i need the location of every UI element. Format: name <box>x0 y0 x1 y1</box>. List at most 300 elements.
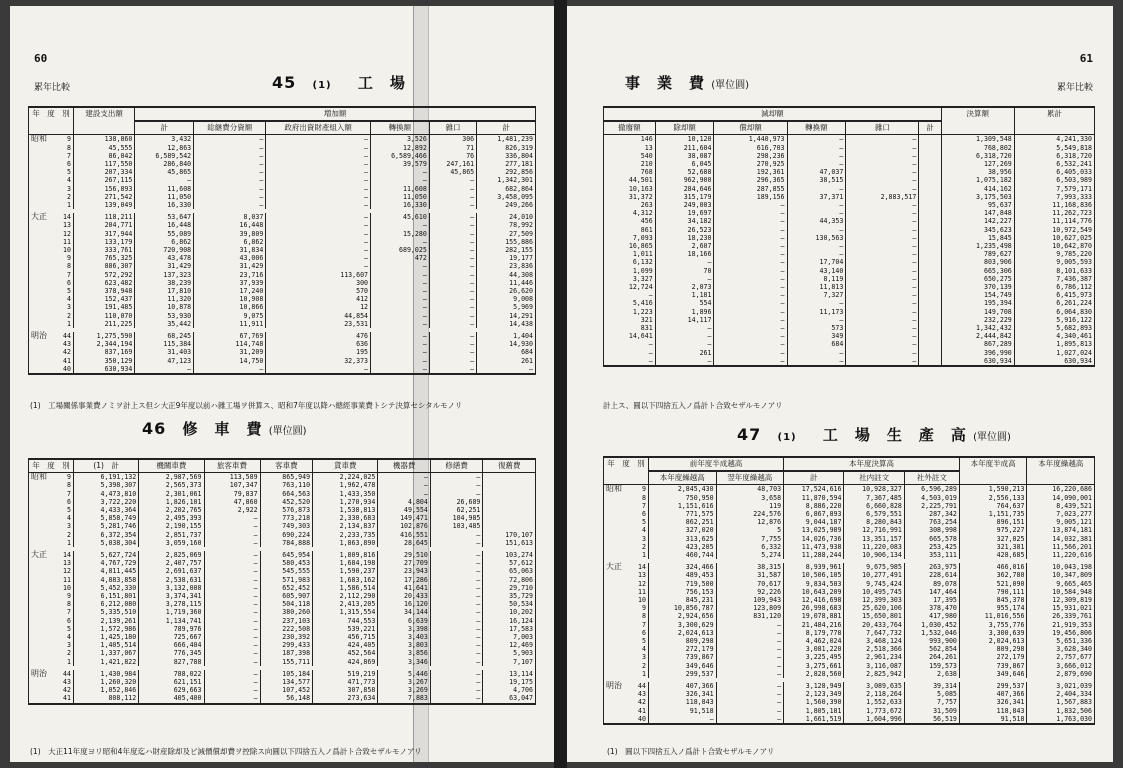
value-cell: 6,332 <box>716 543 784 551</box>
table-row <box>29 279 536 287</box>
year-cell: 7 <box>67 151 71 160</box>
value-cell: — <box>716 662 784 670</box>
value-cell: 665,306 <box>941 267 1014 275</box>
table-row <box>604 193 1095 201</box>
value-cell <box>919 349 941 357</box>
value-cell: 47,123 <box>135 357 194 365</box>
value-cell: 4,462,024 <box>784 637 844 645</box>
value-cell: 317,944 <box>74 230 135 238</box>
value-cell: — <box>846 357 919 366</box>
value-cell: 14,438 <box>477 320 536 328</box>
value-cell <box>483 522 536 530</box>
table-row <box>604 551 1095 559</box>
value-cell: 249,266 <box>477 201 536 209</box>
value-cell: — <box>371 279 430 287</box>
value-cell: 407,366 <box>959 690 1027 698</box>
value-cell <box>919 316 941 324</box>
value-cell: 38,087 <box>655 152 714 160</box>
value-cell: 3,300,629 <box>649 621 717 629</box>
value-cell: 15,845 <box>941 234 1014 242</box>
table-row <box>604 580 1095 588</box>
value-cell <box>919 144 941 152</box>
table-row <box>29 686 536 694</box>
value-cell: 1,027,024 <box>1014 349 1094 357</box>
value-cell: — <box>787 357 846 366</box>
year-cell: 4 <box>67 514 71 523</box>
column-group-header: 本年度繰越高 <box>1027 457 1095 485</box>
value-cell: 336,804 <box>477 152 536 160</box>
value-cell: 16,865 <box>604 242 656 250</box>
value-cell: 417,980 <box>904 612 959 620</box>
table-row <box>604 242 1095 250</box>
value-cell: 809,298 <box>959 645 1027 653</box>
year-cell: 9 <box>67 592 71 601</box>
table-row <box>29 481 536 489</box>
table-row <box>29 348 536 356</box>
value-cell: 428,685 <box>959 551 1027 559</box>
year-cell: 3 <box>67 522 71 531</box>
column-header: 旅客車費 <box>204 459 260 473</box>
table-head <box>604 457 1095 485</box>
value-cell: 10,643,209 <box>784 588 844 596</box>
value-cell: — <box>604 349 656 357</box>
value-cell: 152,437 <box>74 295 135 303</box>
table-row <box>604 612 1095 620</box>
value-cell: 5,916,122 <box>1014 316 1094 324</box>
value-cell: 103,485 <box>430 522 483 530</box>
value-cell: 56,148 <box>260 694 313 703</box>
value-cell: 10,642,870 <box>1014 242 1094 250</box>
era-cell <box>29 617 56 625</box>
value-cell: 750,950 <box>649 494 717 502</box>
value-cell: 6,639 <box>378 617 431 625</box>
table-row <box>29 340 536 348</box>
value-cell: 1,895,813 <box>1014 340 1094 348</box>
value-cell: 1,538,813 <box>313 506 378 514</box>
value-cell: 1,863,890 <box>313 539 378 547</box>
value-cell: 17,583 <box>483 625 536 633</box>
year-cell: 6 <box>67 278 71 287</box>
table-row <box>604 707 1095 715</box>
running-header: 累年比較 <box>1056 83 1093 93</box>
value-cell: 3,081,220 <box>784 645 844 653</box>
value-cell: 1,235,498 <box>941 242 1014 250</box>
value-cell: 3,856 <box>378 649 431 657</box>
value-cell: — <box>204 592 260 600</box>
era-cell <box>29 246 56 254</box>
value-cell: 123,809 <box>716 604 784 612</box>
value-cell: 11,320 <box>135 295 194 303</box>
value-cell: 476 <box>266 332 371 340</box>
value-cell: 72,806 <box>483 576 536 584</box>
value-cell: — <box>429 287 476 295</box>
value-cell: 6,596,289 <box>904 485 959 494</box>
era-cell: 大正 <box>604 563 631 571</box>
value-cell: 14,291 <box>477 312 536 320</box>
value-cell: 45,610 <box>371 213 430 221</box>
value-cell: 456 <box>604 217 656 225</box>
value-cell: 1,683,162 <box>313 576 378 584</box>
table-row <box>29 633 536 641</box>
value-cell: — <box>846 217 919 225</box>
year-cell: 41 <box>63 694 71 703</box>
value-cell: 44,501 <box>604 176 656 184</box>
value-cell: 6,405,033 <box>1014 168 1094 176</box>
value-cell <box>919 357 941 366</box>
value-cell: 4,811,445 <box>74 567 139 575</box>
value-cell: — <box>194 168 266 176</box>
value-cell: — <box>846 349 919 357</box>
table-row <box>29 584 536 592</box>
value-cell: 170,107 <box>483 531 536 539</box>
value-cell: 12,469 <box>483 641 536 649</box>
value-cell: 12,724 <box>604 283 656 291</box>
value-cell: — <box>371 332 430 340</box>
value-cell: 119 <box>716 502 784 510</box>
value-cell: — <box>430 490 483 498</box>
table-row <box>29 332 536 340</box>
table-row <box>604 340 1095 348</box>
column-header: 償却額 <box>714 121 787 135</box>
value-cell: 149,471 <box>378 514 431 522</box>
value-cell: 43,140 <box>787 267 846 275</box>
value-cell: — <box>429 262 476 270</box>
value-cell: — <box>194 176 266 184</box>
column-group-header: 増加額 <box>135 107 536 121</box>
year-cell: 10 <box>638 596 646 605</box>
era-cell <box>604 690 631 698</box>
value-cell: 831,120 <box>716 612 784 620</box>
value-cell: — <box>204 522 260 530</box>
value-cell: 605,907 <box>260 592 313 600</box>
year-cell: 43 <box>63 340 71 349</box>
column-header: 本年度繰越高 <box>649 471 717 485</box>
value-cell: 12,309,819 <box>1027 596 1095 604</box>
value-cell: 57,612 <box>483 559 536 567</box>
value-cell: 8,439,521 <box>1027 502 1095 510</box>
value-cell: — <box>714 308 787 316</box>
table-body <box>29 135 536 374</box>
table-body <box>604 485 1095 724</box>
value-cell <box>919 160 941 168</box>
value-cell: 630,934 <box>941 357 1014 366</box>
table-45-cont-note: 計上ス、圓以下四捨五入ノ爲計ト合致セザルモノアリ <box>603 401 783 410</box>
value-cell: 1,532,046 <box>904 629 959 637</box>
value-cell: 39,809 <box>194 230 266 238</box>
value-cell: 9,665,465 <box>1027 580 1095 588</box>
value-cell: 211,225 <box>74 320 135 328</box>
year-cell: 14 <box>63 213 71 222</box>
value-cell: 95,637 <box>941 201 1014 209</box>
value-cell: 3,432 <box>135 135 194 144</box>
value-cell: 79,837 <box>204 490 260 498</box>
value-cell: 749,303 <box>260 522 313 530</box>
year-cell: 9 <box>67 473 71 482</box>
era-cell <box>29 279 56 287</box>
value-cell: 2,961,234 <box>844 653 904 661</box>
era-cell <box>604 551 631 559</box>
value-cell: — <box>204 600 260 608</box>
year-cell: 44 <box>638 682 646 691</box>
value-cell: — <box>714 250 787 258</box>
era-cell <box>29 365 56 374</box>
value-cell: — <box>846 168 919 176</box>
era-cell <box>29 625 56 633</box>
value-cell: 7,993,333 <box>1014 193 1094 201</box>
value-cell: — <box>135 176 194 184</box>
table-footnote-mark: (1) <box>777 432 797 443</box>
table-row <box>29 559 536 567</box>
value-cell: — <box>194 135 266 144</box>
value-cell: — <box>266 135 371 144</box>
value-cell <box>919 168 941 176</box>
value-cell: 1,805,181 <box>784 707 844 715</box>
value-cell: — <box>266 176 371 184</box>
era-cell <box>604 571 631 579</box>
era-cell <box>29 584 56 592</box>
value-cell: — <box>371 271 430 279</box>
value-cell: 14,090,001 <box>1027 494 1095 502</box>
value-cell: — <box>371 221 430 229</box>
table-body <box>604 135 1095 366</box>
value-cell: — <box>787 349 846 357</box>
value-cell: 92,226 <box>716 588 784 596</box>
value-cell: 14,930 <box>477 340 536 348</box>
value-cell: 4,804 <box>378 498 431 506</box>
value-cell: — <box>714 201 787 209</box>
value-cell: 2,190,155 <box>139 522 204 530</box>
value-cell: — <box>266 152 371 160</box>
value-cell: — <box>430 576 483 584</box>
year-cell: 6 <box>67 497 71 506</box>
value-cell: 3,021,039 <box>1027 682 1095 690</box>
value-cell: 187,398 <box>260 649 313 657</box>
era-cell <box>29 238 56 246</box>
value-cell: 4,767,729 <box>74 559 139 567</box>
value-cell: 1,719,360 <box>139 608 204 616</box>
value-cell: — <box>430 584 483 592</box>
value-cell: 282,155 <box>477 246 536 254</box>
value-cell: 539,221 <box>313 625 378 633</box>
value-cell: 151,613 <box>483 539 536 547</box>
value-cell: 7,107 <box>483 658 536 666</box>
year-cell: 7 <box>67 270 71 279</box>
value-cell: — <box>714 291 787 299</box>
value-cell: 865,949 <box>260 473 313 482</box>
value-cell: 86,042 <box>74 152 135 160</box>
value-cell: — <box>846 275 919 283</box>
value-cell: 1,586,514 <box>313 584 378 592</box>
value-cell: 630,934 <box>1014 357 1094 366</box>
value-cell: 6,064,830 <box>1014 308 1094 316</box>
value-cell: 296,365 <box>714 176 787 184</box>
value-cell: — <box>716 682 784 690</box>
value-cell: 10,120 <box>655 135 714 144</box>
value-cell: 14,641 <box>604 332 656 340</box>
value-cell <box>483 514 536 522</box>
year-cell: 12 <box>638 579 646 588</box>
value-cell: — <box>429 348 476 356</box>
value-cell: 6,786,112 <box>1014 283 1094 291</box>
value-cell: 545,555 <box>260 567 313 575</box>
value-cell: — <box>204 539 260 547</box>
value-cell: 11,173 <box>787 308 846 316</box>
value-cell: 763,110 <box>260 481 313 489</box>
value-cell: 3,755,776 <box>959 621 1027 629</box>
value-cell: 1,030,452 <box>904 621 959 629</box>
value-cell: — <box>204 608 260 616</box>
value-cell: 39,314 <box>904 682 959 690</box>
value-cell: 156,893 <box>74 185 135 193</box>
value-cell: 264,261 <box>904 653 959 661</box>
value-cell: 19,456,806 <box>1027 629 1095 637</box>
value-cell: 292,856 <box>477 168 536 176</box>
value-cell: 37,939 <box>194 279 266 287</box>
year-cell: 2 <box>642 661 646 670</box>
value-cell: 15,280 <box>371 230 430 238</box>
value-cell: — <box>714 234 787 242</box>
value-cell: 333,761 <box>74 246 135 254</box>
value-cell: 3,116,087 <box>844 662 904 670</box>
table-47-production <box>603 456 1095 725</box>
value-cell: — <box>430 567 483 575</box>
era-cell <box>604 526 631 534</box>
value-cell: 10,584,948 <box>1027 588 1095 596</box>
value-cell: 25,620,106 <box>844 604 904 612</box>
value-cell: 76 <box>429 152 476 160</box>
value-cell: — <box>194 201 266 209</box>
table-row <box>29 295 536 303</box>
value-cell <box>919 275 941 283</box>
value-cell: 10,627,025 <box>1014 234 1094 242</box>
table-row <box>29 649 536 657</box>
value-cell: 1,481,239 <box>477 135 536 144</box>
value-cell: 2,851,737 <box>139 531 204 539</box>
value-cell: 118,211 <box>74 213 135 221</box>
year-cell: 8 <box>67 143 71 152</box>
table-45-title <box>272 72 406 93</box>
value-cell: 554 <box>655 299 714 307</box>
value-cell: 23,716 <box>194 271 266 279</box>
era-cell <box>29 641 56 649</box>
value-cell <box>919 135 941 144</box>
value-cell: 1,572,986 <box>74 625 139 633</box>
table-row <box>604 209 1095 217</box>
value-cell: 228,614 <box>904 571 959 579</box>
era-cell <box>29 287 56 295</box>
value-cell: 808,112 <box>74 694 139 703</box>
year-cell: 1 <box>642 551 646 560</box>
table-row <box>29 144 536 152</box>
value-cell: 65,063 <box>483 567 536 575</box>
year-cell: 2 <box>67 311 71 320</box>
value-cell: 17,395 <box>904 596 959 604</box>
value-cell: — <box>716 645 784 653</box>
value-cell: 3,269 <box>378 686 431 694</box>
value-cell: — <box>204 641 260 649</box>
value-cell: — <box>846 234 919 242</box>
table-row <box>29 473 536 482</box>
value-cell: 10,495,745 <box>844 588 904 596</box>
value-cell: — <box>846 258 919 266</box>
era-cell <box>29 498 56 506</box>
value-cell: 267,115 <box>74 176 135 184</box>
value-cell: 326,341 <box>649 690 717 698</box>
table-row <box>29 357 536 365</box>
value-cell: 16,448 <box>135 221 194 229</box>
year-cell: 8 <box>67 600 71 609</box>
value-cell: 540 <box>604 152 656 160</box>
value-cell: 247,161 <box>429 160 476 168</box>
value-cell: 2,139,261 <box>74 617 139 625</box>
value-cell: 756,153 <box>649 588 717 596</box>
value-cell: 2,883,517 <box>846 193 919 201</box>
table-row <box>29 238 536 246</box>
value-cell: 2,987,569 <box>139 473 204 482</box>
table-row <box>604 510 1095 518</box>
value-cell: 2,330,683 <box>313 514 378 522</box>
value-cell: — <box>846 250 919 258</box>
value-cell: 155,886 <box>477 238 536 246</box>
era-cell <box>29 340 56 348</box>
era-cell: 明治 <box>29 670 56 678</box>
value-cell: 2,404,334 <box>1027 690 1095 698</box>
value-cell: 576,873 <box>260 506 313 514</box>
era-cell <box>29 176 56 184</box>
table-row <box>604 526 1095 534</box>
table-title-text: 修 車 費 <box>182 420 263 438</box>
value-cell: 2,118,264 <box>844 690 904 698</box>
value-cell: — <box>430 686 483 694</box>
value-cell: 2,024,613 <box>649 629 717 637</box>
table-row <box>29 246 536 254</box>
year-cell: 3 <box>642 653 646 662</box>
table-row <box>604 563 1095 571</box>
value-cell: — <box>204 514 260 522</box>
value-cell: 5,858,749 <box>74 514 139 522</box>
value-cell <box>483 473 536 482</box>
value-cell: 34,144 <box>378 608 431 616</box>
era-cell <box>29 678 56 686</box>
value-cell: 2,825,942 <box>844 670 904 678</box>
value-cell: 9,044,187 <box>784 518 844 526</box>
value-cell: 17,286 <box>378 576 431 584</box>
value-cell: 3,803 <box>378 641 431 649</box>
unit-label: (單位圓) <box>711 80 750 91</box>
year-cell: 1 <box>67 657 71 666</box>
value-cell: 768 <box>604 168 656 176</box>
value-cell: 70 <box>655 267 714 275</box>
value-cell: 5,651,336 <box>1027 637 1095 645</box>
year-cell: 42 <box>63 348 71 357</box>
value-cell: 10,856,787 <box>649 604 717 612</box>
value-cell: 3,132,008 <box>139 584 204 592</box>
value-cell <box>919 201 941 209</box>
value-cell: 146 <box>604 135 656 144</box>
value-cell: — <box>371 176 430 184</box>
year-cell: 8 <box>642 612 646 621</box>
value-cell: 1,260,320 <box>74 678 139 686</box>
value-cell: — <box>266 365 371 374</box>
column-header: 機器費 <box>378 459 431 473</box>
column-header: 総継費分資額 <box>194 121 266 135</box>
value-cell: — <box>655 357 714 366</box>
column-header: 政府出資財產組入額 <box>266 121 371 135</box>
table-row <box>604 291 1095 299</box>
table-row <box>29 551 536 559</box>
value-cell: 324,466 <box>649 563 717 571</box>
year-cell: 1 <box>67 319 71 328</box>
